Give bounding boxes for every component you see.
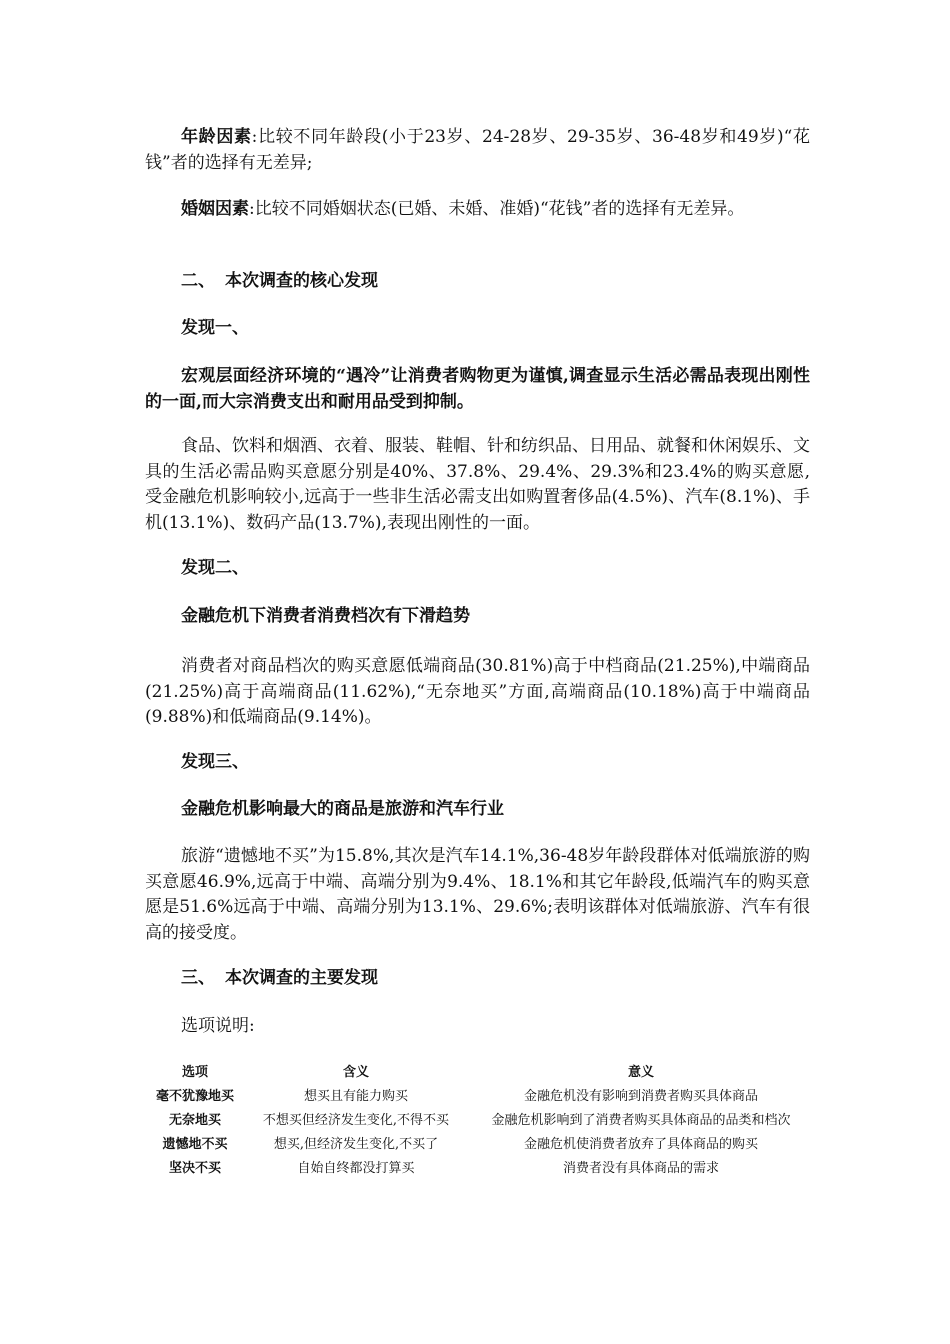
header-significance: 意义 (627, 1065, 654, 1080)
option-cell: 毫不犹豫地买 (155, 1089, 234, 1104)
options-table (145, 1061, 815, 1181)
options-table-header-row (145, 1061, 815, 1085)
finding-3-headline: 金融危机影响最大的商品是旅游和汽车行业 (181, 799, 504, 819)
finding-1-label: 发现一、 (181, 318, 249, 338)
table-row (145, 1133, 815, 1157)
section-2-heading (181, 269, 378, 294)
finding-2-headline: 金融危机下消费者消费档次有下滑趋势 (181, 606, 470, 626)
meaning-cell: 想买,但经济发生变化,不买了 (273, 1137, 439, 1152)
meaning-cell: 不想买但经济发生变化,不得不买 (262, 1113, 450, 1128)
section-2-title: 本次调查的核心发现 (225, 271, 378, 291)
finding-3-body: 旅游“遗憾地不买”为15.8%,其次是汽车14.1%,36-48岁年龄段群体对低端旅游的购买意愿46.9%,远高于中端、高端分别为9.4%、18.1%和其它年龄段,低端汽车的购买意愿是51.6%远高于中端、高端分别为13.1%、29.6%;表明该群体对低端旅游、汽车有很高的接受度。 (145, 846, 810, 943)
age-factor-paragraph (145, 125, 810, 176)
option-cell: 坚决不买 (168, 1161, 221, 1176)
table-row (145, 1109, 815, 1133)
marriage-factor-label: 婚姻因素 (181, 199, 249, 219)
table-row (145, 1085, 815, 1109)
marriage-factor-text: :比较不同婚姻状态(已婚、未婚、准婚)“花钱”者的选择有无差异。 (249, 199, 745, 219)
table-row (145, 1157, 815, 1181)
meaning-cell: 想买且有能力购买 (303, 1089, 408, 1104)
marriage-factor-paragraph (145, 197, 810, 223)
option-cell: 无奈地买 (168, 1113, 221, 1128)
finding-1-headline: 宏观层面经济环境的“遇冷”让消费者购物更为谨慎,调查显示生活必需品表现出刚性的一面,而大宗消费支出和耐用品受到抑制。 (145, 366, 810, 412)
section-3-number: 三、 (181, 968, 215, 988)
header-meaning: 含义 (342, 1065, 369, 1080)
significance-cell: 金融危机没有影响到消费者购买具体商品 (523, 1089, 758, 1104)
significance-cell: 消费者没有具体商品的需求 (562, 1161, 719, 1176)
finding-3-label: 发现三、 (181, 752, 249, 772)
section-3-heading (181, 966, 378, 991)
option-cell: 遗憾地不买 (162, 1137, 228, 1152)
options-intro: 选项说明: (181, 1016, 255, 1036)
finding-1-body: 食品、饮料和烟酒、衣着、服装、鞋帽、针和纺织品、日用品、就餐和休闲娱乐、文具的生活必需品购买意愿分别是40%、37.8%、29.4%、29.3%和23.4%的购买意愿,受金融危机影响较小,远高于一些非生活必需支出如购置奢侈品(4.5%)、汽车(8.1%)、手机(13.1%)、数码产品(13.7%),表现出刚性的一面。 (145, 436, 810, 533)
age-factor-text: :比较不同年龄段(小于23岁、24-28岁、29-35岁、36-48岁和49岁)“花钱”者的选择有无差异; (145, 127, 810, 173)
finding-2-body: 消费者对商品档次的购买意愿低端商品(30.81%)高于中档商品(21.25%),中端商品(21.25%)高于高端商品(11.62%),“无奈地买”方面,高端商品(10.18%)高于中端商品(9.88%)和低端商品(9.14%)。 (145, 656, 810, 727)
header-option: 选项 (181, 1065, 208, 1080)
significance-cell: 金融危机使消费者放弃了具体商品的购买 (523, 1137, 758, 1152)
meaning-cell: 自始自终都没打算买 (297, 1161, 415, 1176)
section-3-title: 本次调查的主要发现 (225, 968, 378, 988)
section-2-number: 二、 (181, 271, 215, 291)
age-factor-label: 年龄因素 (181, 127, 252, 147)
significance-cell: 金融危机影响到了消费者购买具体商品的品类和档次 (491, 1113, 791, 1128)
finding-2-label: 发现二、 (181, 558, 249, 578)
